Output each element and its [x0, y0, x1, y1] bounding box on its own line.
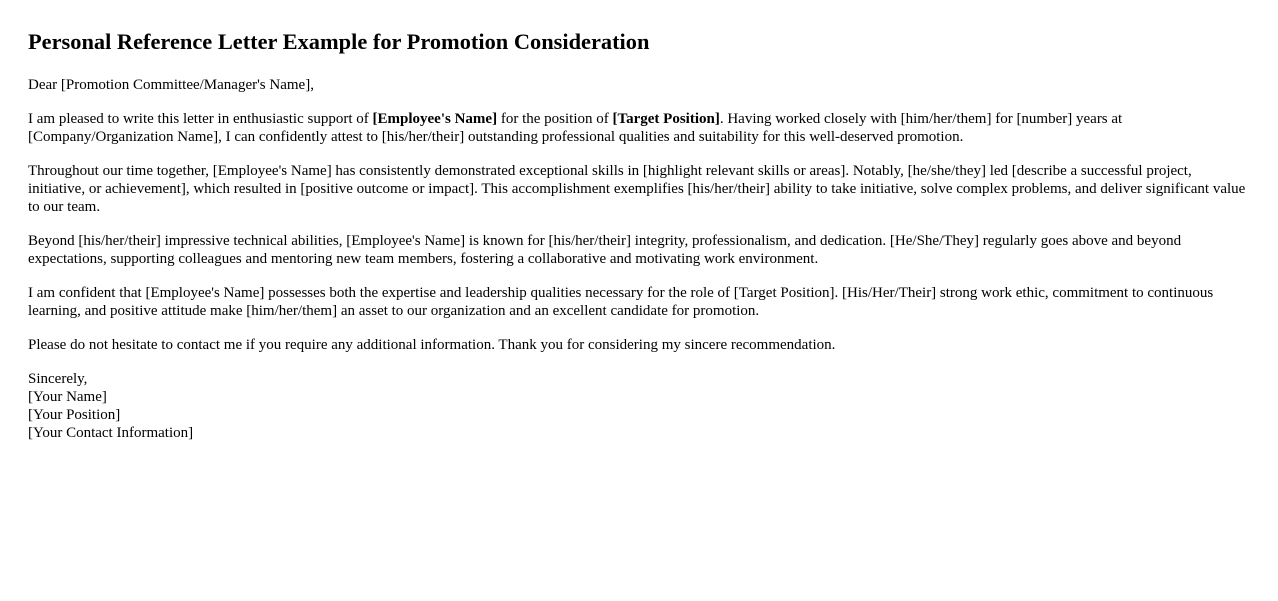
target-position-placeholder: [Target Position]: [612, 111, 720, 127]
signature-name: [Your Name]: [28, 389, 107, 405]
paragraph-skills: Throughout our time together, [Employee's Name] has consistently demonstrated exceptional skills in [highlight relevant skills or areas]. Notably, [he/she/they] led [describe a successful project, initiative, or achievement], which resulted in [positive outcome or impact]. This accomplishment exemplifies [his/her/their] ability to take initiative, solve complex problems, and deliver significant value to our team.: [28, 163, 1246, 215]
paragraph-intro: [28, 110, 1250, 146]
page-title: Personal Reference Letter Example for Promotion Consideration: [28, 29, 650, 54]
paragraph-contact: Please do not hesitate to contact me if you require any additional information. Thank you for considering my sincere recommendation.: [28, 337, 836, 353]
signature-block: [28, 370, 1250, 442]
intro-text-c: . Having worked closely with [him/her/them] for [number] years at [Company/Organization Name], I can confidently attest to [his/her/their] outstanding professional qualities and suitability for this well-deserved promotion.: [28, 111, 1123, 145]
signature-position: [Your Position]: [28, 407, 121, 423]
paragraph-character: Beyond [his/her/their] impressive technical abilities, [Employee's Name] is known for [his/her/their] integrity, professionalism, and dedication. [He/She/They] regularly goes above and beyond expectations, supporting colleagues and mentoring new team members, fostering a collaborative and motivating work environment.: [28, 233, 1182, 267]
employee-name-placeholder: [Employee's Name]: [372, 111, 498, 127]
salutation: Dear [Promotion Committee/Manager's Name],: [28, 77, 314, 93]
intro-text-b: for the position of: [497, 111, 613, 127]
paragraph-confidence: I am confident that [Employee's Name] possesses both the expertise and leadership qualities necessary for the role of [Target Position]. [His/Her/Their] strong work ethic, commitment to continuous learning, and positive attitude make [him/her/them] an asset to our organization and an excellent candidate for promotion.: [28, 285, 1214, 319]
intro-text-a: I am pleased to write this letter in enthusiastic support of: [28, 111, 373, 127]
signature-closing: Sincerely,: [28, 371, 88, 387]
signature-contact: [Your Contact Information]: [28, 425, 194, 441]
